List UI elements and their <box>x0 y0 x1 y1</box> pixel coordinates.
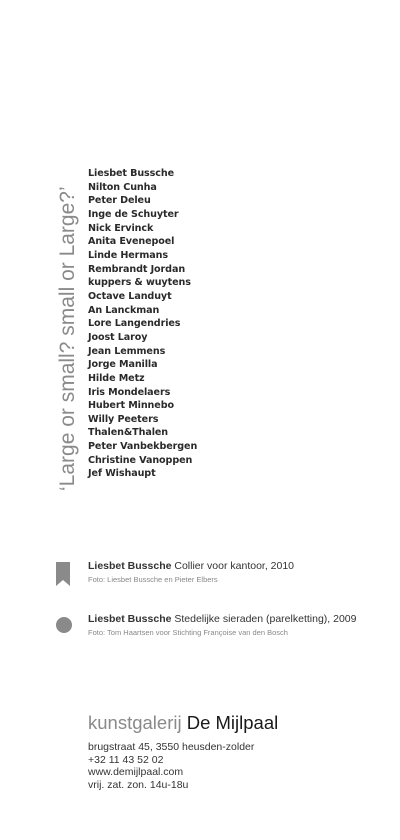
exhibition-title: ‘Large or small? small or Large?’ <box>56 186 79 491</box>
caption-work: Collier voor kantoor, 2010 <box>171 560 295 572</box>
artist-name: Jean Lemmens <box>88 345 166 357</box>
artist-name: Joost Laroy <box>88 331 148 343</box>
artist-name: Inge de Schuyter <box>88 208 179 220</box>
caption-main <box>88 613 356 625</box>
contact-phone: +32 11 43 52 02 <box>88 753 164 766</box>
artist-name: Hilde Metz <box>88 372 145 384</box>
artist-name: Hubert Minnebo <box>88 400 174 412</box>
artist-name: Liesbet Bussche <box>88 168 175 179</box>
artist-name: Peter Deleu <box>88 195 151 207</box>
caption-work: Stedelijke sieraden (parelketting), 2009 <box>171 613 357 625</box>
artist-name: Nick Ervinck <box>88 222 154 234</box>
artist-name: Jef Wishaupt <box>88 468 156 480</box>
gallery-title: De Mijlpaal <box>186 712 279 733</box>
artist-name: Linde Hermans <box>88 249 168 261</box>
gallery-prefix: kunstgalerij <box>88 712 187 733</box>
photo-caption-2 <box>88 613 356 637</box>
circle-icon <box>56 617 72 633</box>
caption-main <box>88 560 294 572</box>
contact-hours: vrij. zat. zon. 14u-18u <box>88 778 189 791</box>
contact-address: brugstraat 45, 3550 heusden-zolder <box>88 741 255 753</box>
contact-block <box>88 741 254 791</box>
artist-name: Lore Langendries <box>88 318 181 330</box>
artist-name: Nilton Cunha <box>88 181 157 193</box>
artist-name: Willy Peeters <box>88 413 159 425</box>
artist-list <box>88 167 197 481</box>
caption-credit: Foto: Tom Haartsen voor Stichting Françoise van den Bosch <box>88 628 288 637</box>
caption-artist: Liesbet Bussche <box>88 613 172 625</box>
caption-credit: Foto: Liesbet Bussche en Pieter Elbers <box>88 575 218 584</box>
artist-name: Thalen&Thalen <box>88 427 169 439</box>
gallery-name <box>88 712 278 734</box>
bookmark-icon <box>56 562 70 586</box>
artist-name: Christine Vanoppen <box>88 454 193 466</box>
photo-caption-1 <box>88 560 294 584</box>
artist-name: kuppers & wuytens <box>88 277 191 289</box>
artist-name: An Lanckman <box>88 304 160 316</box>
artist-name: Jorge Manilla <box>88 359 158 371</box>
artist-name: Rembrandt Jordan <box>88 263 186 275</box>
caption-artist: Liesbet Bussche <box>88 560 172 572</box>
artist-name: Octave Landuyt <box>88 290 172 302</box>
artist-name: Anita Evenepoel <box>88 236 175 248</box>
contact-website[interactable]: www.demijlpaal.com <box>88 766 184 778</box>
artist-name: Iris Mondelaers <box>88 386 171 398</box>
artist-name: Peter Vanbekbergen <box>88 441 198 453</box>
